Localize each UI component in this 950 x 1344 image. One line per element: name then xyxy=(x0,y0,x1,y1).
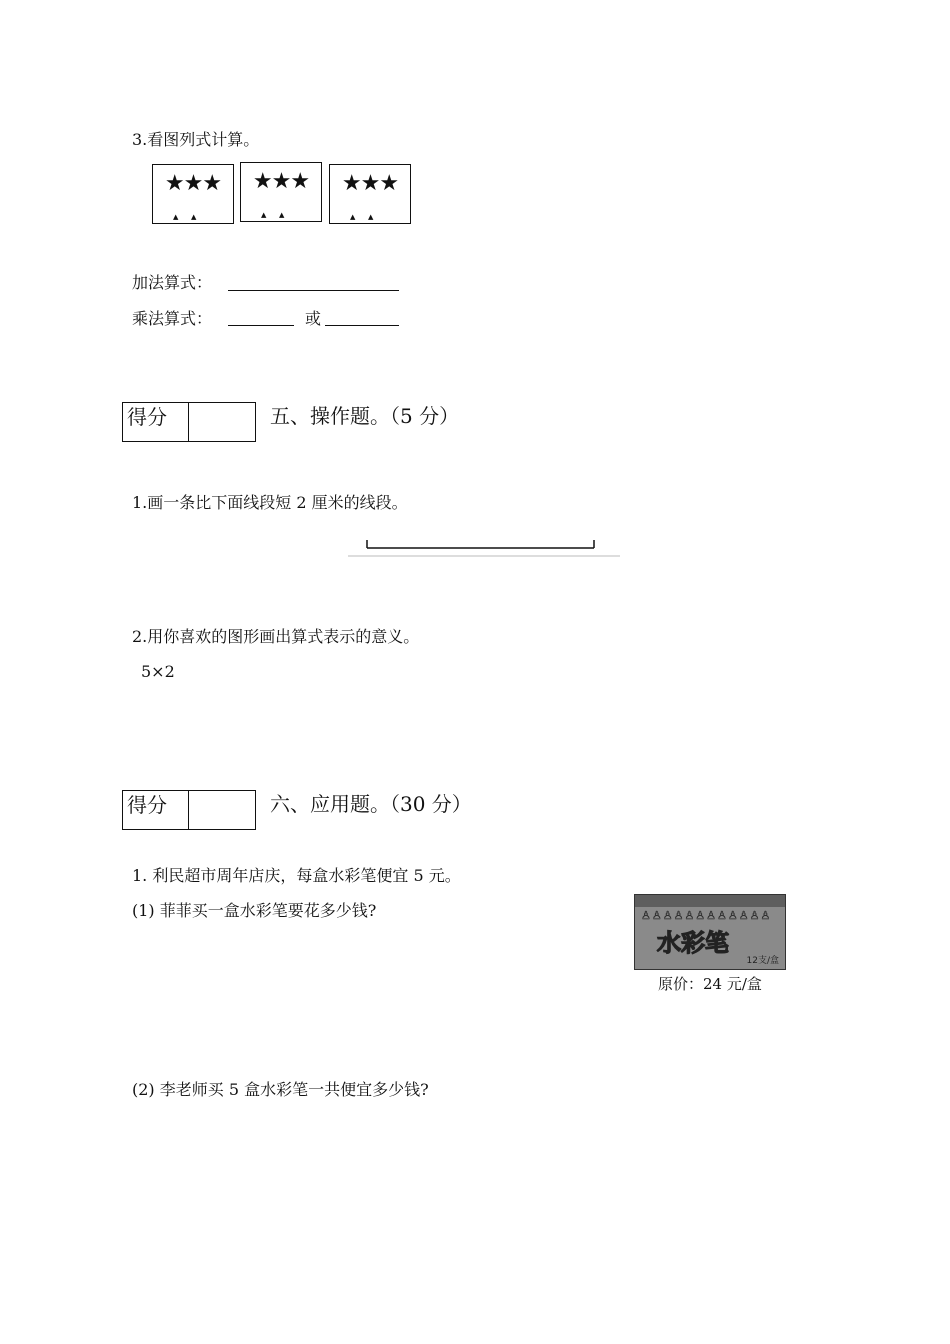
q3-title: 3.看图列式计算。 xyxy=(132,130,260,149)
triangle-icon: ▲ xyxy=(350,213,356,221)
stars: ★★★ xyxy=(341,171,399,196)
stars: ★★★ xyxy=(252,169,310,194)
triangle-icon: ▲ xyxy=(261,211,267,219)
or-text: 或 xyxy=(305,309,322,328)
original-price: 原价：24 元/盒 xyxy=(658,975,762,993)
score-box-6 xyxy=(122,790,256,830)
section6-title: 六、应用题。（30 分） xyxy=(270,792,472,816)
add-label: 加法算式： xyxy=(132,273,213,292)
reference-segment xyxy=(348,538,620,560)
add-answer-blank[interactable] xyxy=(228,290,399,291)
section5-q1: 1.画一条比下面线段短 2 厘米的线段。 xyxy=(132,493,408,512)
star-box-3 xyxy=(329,164,411,224)
star-box-2 xyxy=(240,162,322,222)
triangle-icon: ▲ xyxy=(368,213,374,221)
score-label: 得分 xyxy=(123,791,189,829)
stars: ★★★ xyxy=(164,171,222,196)
star-box-1 xyxy=(152,164,234,224)
score-field[interactable] xyxy=(189,403,255,441)
pens-icon: ♙♙♙♙♙♙♙♙♙♙♙♙ xyxy=(641,909,772,922)
box-name: 水彩笔 xyxy=(657,929,729,957)
score-label: 得分 xyxy=(123,403,189,441)
triangle-icon: ▲ xyxy=(279,211,285,219)
mul-answer-blank-2[interactable] xyxy=(325,325,399,326)
section5-title: 五、操作题。（5 分） xyxy=(270,404,460,428)
score-box-5 xyxy=(122,402,256,442)
expression: 5×2 xyxy=(141,662,175,681)
section6-q1: 1. 利民超市周年店庆，每盒水彩笔便宜 5 元。 xyxy=(132,866,461,885)
section5-q2: 2.用你喜欢的图形画出算式表示的意义。 xyxy=(132,627,420,646)
score-field[interactable] xyxy=(189,791,255,829)
box-count: 12支/盒 xyxy=(746,956,779,966)
triangle-icon: ▲ xyxy=(191,213,197,221)
mul-label: 乘法算式： xyxy=(132,309,213,328)
section6-sub2: (2) 李老师买 5 盒水彩笔一共便宜多少钱? xyxy=(132,1080,429,1099)
mul-answer-blank-1[interactable] xyxy=(228,325,294,326)
watercolor-pen-box xyxy=(634,894,786,970)
triangle-icon: ▲ xyxy=(173,213,179,221)
box-lid xyxy=(635,895,785,907)
section6-sub1: (1) 菲菲买一盒水彩笔要花多少钱? xyxy=(132,901,377,920)
